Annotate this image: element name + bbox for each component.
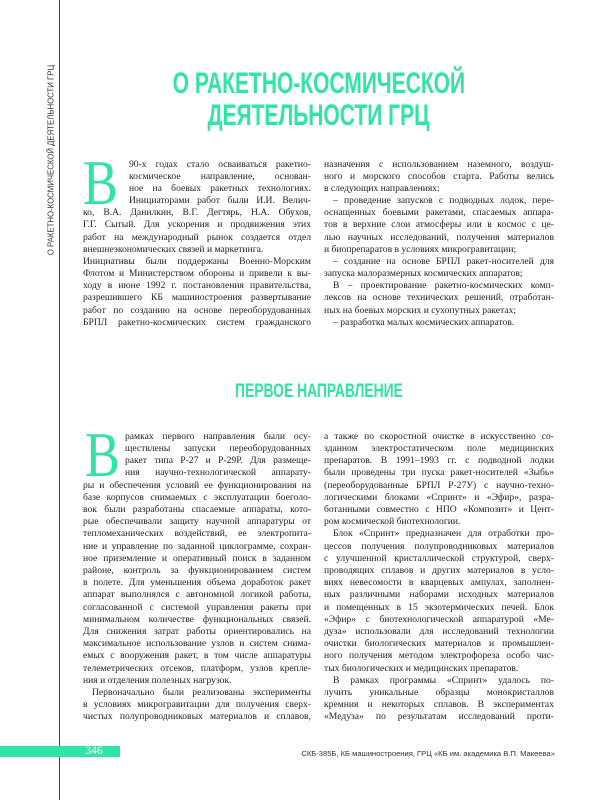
list-item-paragraph [324,195,554,256]
text-line: ходу в июне 1992 г. постановления правительства, [83,280,311,292]
text-line: тых биологических и медицинских препаратов. [324,662,519,674]
text-line: дуза» использовали для исследований технологии [324,625,554,637]
text-line: чистых полупроводниковых материалов и сплавов, [83,711,311,723]
text-line: тепломеханических воздействий, ее электропита- [83,528,311,540]
text-line: лучить уникальные образцы монокристаллов [324,686,554,698]
text-line: виях невесомости в кварцевых ампулах, заполнен- [324,577,554,589]
title-line-1: О РАКЕТНО-КОСМИЧЕСКОЙ [172,66,465,100]
text-line: В рамках программы «Спринт» удалось по- [333,674,554,686]
text-line: согласованной с системой управления ракеты при [83,601,311,613]
section-left-column [83,419,311,724]
page-number-bar [0,746,120,757]
text-line: ных на боевых морских и сухопутных ракетах; [324,304,517,316]
text-line: районе, контроль за функционированием систем [83,564,311,576]
text-line: ние и управление по заданной циклограмме, сохран- [83,540,311,552]
text-line: В – проектирование ракетно-космических комп- [333,280,554,292]
title-line-2: ДЕЯТЕЛЬНОСТИ ГРЦ [207,98,430,132]
text-line: вок были разработаны спасаемые аппараты, кото- [83,503,311,515]
text-line: ракет типа Р-27 и Р-29Р. Для размеще- [125,455,311,467]
text-line: ботанными совместно с НПО «Композит» и Цент- [324,503,554,515]
text-line: ры и обеспечения условий ее функционирования на [83,479,311,491]
list-item-paragraph [324,256,554,280]
text-line: 90-х годах стало осваиваться ракетно- [129,158,311,170]
footer-credit: СКБ-385Б, КБ машиностроения, ГРЦ «КБ им. академика В.П. Макеева» [301,749,555,758]
text-line: Инициаторами работ были И.И. Велич- [129,195,311,207]
paragraph [324,159,554,195]
intro-left-column [83,147,311,329]
text-line: ное на боевых ракетных технологиях. [129,183,311,194]
text-line: назначения с использованием наземного, воздуш- [324,158,554,170]
text-line: ром космической биотехнологии. [324,516,461,528]
margin-rule [59,0,60,800]
text-line: оснащенных боевыми ракетами, спасаемых аппара- [324,207,554,219]
text-line: ния и отделения полезных нагрузок. [83,674,232,686]
text-line: Блок «Спринт» предназначен для отработки про- [333,528,554,540]
text-line: (переоборудованные БРПЛ Р-27У) с научно-техно- [324,479,554,491]
text-line: рые обеспечивали защиту научной аппаратуры от [83,516,311,528]
text-line: кремния и некоторых сплавов. В экспериментах [324,699,554,711]
text-line: ния научно-технологической аппарату- [125,467,311,479]
text-line: рамках первого направления были осу- [125,430,311,442]
drop-cap-letter: В [83,147,118,218]
text-line: проводящих сплавов и других материалов в усло- [324,564,554,576]
text-line: емых с вооружения ракет, в том числе аппаратуры [83,650,311,662]
intro-right-column [324,159,554,329]
text-line: ществлены запуски переоборудованных [125,442,311,454]
text-line: ное приземление и оперативный поиск в заданном [83,552,311,564]
text-line: Г.Г. Сытый. Для ускорения и продвижения этих [83,219,311,231]
text-line: и помещенных в 15 экзотермических печей. Блок [324,601,554,613]
text-line: а также по скоростной очистке в искусственно со- [324,430,554,442]
text-line: внешнеэкономических связей и маркетинга. [83,243,264,255]
text-line: работ по созданию на основе переоборудованных [83,304,311,316]
text-line: максимальное использование узлов и систем снима- [83,638,311,650]
paragraph [83,256,311,329]
text-line: Первоначально были реализованы эксперименты [92,686,311,698]
text-line: ного и морского способов старта. Работы велись [324,170,554,182]
text-line: с улучшенной кристаллической структурой, сверх- [324,552,554,564]
text-line: в полете. Для уменьшения объема доработок ракет [83,577,311,589]
section-heading-text: ПЕРВОЕ НАПРАВЛЕНИЕ [234,381,403,403]
text-line: тов в верхние слои атмосферы или в космос с це- [324,219,554,231]
text-line: запуска малоразмерных космических аппаратов; [324,268,523,280]
text-line: очистки биологических материалов и промышлен- [324,638,554,650]
text-line: минимальном количестве функциональных связей. [83,613,311,625]
text-line: космическое направление, основан- [129,170,311,182]
text-line: Флотом и Министерством обороны и привели к вы- [83,268,311,280]
text-line: зданном электростатическом поле медицинских [324,442,554,454]
text-line: препаратов. В 1991–1993 гг. с подводной лодки [324,455,554,467]
text-line: разрешившего КБ машиностроения развертывание [83,292,311,304]
text-line: базе корпусов снимаемых с эксплуатации боеголо- [83,491,311,503]
text-line: и биопрепаратов в условиях микрогравитации; [324,243,517,255]
paragraph [324,528,554,674]
text-line: аппарат выполнялся с автономной логикой работы, [83,589,311,601]
text-line: в следующих направлениях: [324,183,440,194]
text-line: ных различными наборами исходных материалов [324,589,554,601]
list-item-paragraph [324,280,554,316]
text-line: лью научных исследований, получения материалов [324,231,554,243]
text-line: ко, В.А. Данилкин, В.Г. Дегтярь, Н.А. Обухов, [83,207,311,219]
drop-cap-letter: В [85,419,120,490]
text-line: цессов получения полупроводниковых материалов [324,540,554,552]
list-item-paragraph [324,317,554,329]
text-line: были проведены три пуска ракет-носителей «Зыбь» [324,467,554,479]
drop-cap [83,147,129,218]
section-right-column [324,431,554,724]
text-line: Для снижения затрат работы ориентировались на [83,625,311,637]
text-line: лексов на основе технических решений, отработан- [324,292,554,304]
text-line: в условиях микрогравитации для получения сверх- [83,699,311,711]
text-line: логическими блоками «Спринт» и «Эфир», разра- [324,491,554,503]
text-line: БРПЛ ракетно-космических систем гражданского [83,316,311,328]
paragraph [324,675,554,724]
text-line: Инициативы были поддержаны Военно-Морским [83,255,311,267]
text-line: «Медуза» по результатам исследований проти- [324,711,554,723]
paragraph [324,431,554,529]
paragraph [83,687,311,724]
page-title [83,68,554,132]
text-line: – разработка малых космических аппаратов. [333,316,515,328]
page-number: 346 [85,745,103,757]
drop-cap [83,419,125,490]
section-heading [83,382,554,402]
text-line: – создание на основе БРПЛ ракет-носителей для [333,255,554,267]
text-line: «Эфир» с биотехнологической аппаратурой «Ме- [324,613,554,625]
text-line: – проведение запусков с подводных лодок, пере- [333,195,554,207]
text-line: ного получения методом электрофореза особо чис- [324,650,554,662]
text-line: телеметрических отсеков, платформ, узлов крепле- [83,662,311,674]
running-head: О РАКЕТНО-КОСМИЧЕСКОЙ ДЕЯТЕЛЬНОСТИ ГРЦ [46,64,55,255]
text-line: работ на международный рынок создается отдел [83,231,311,243]
